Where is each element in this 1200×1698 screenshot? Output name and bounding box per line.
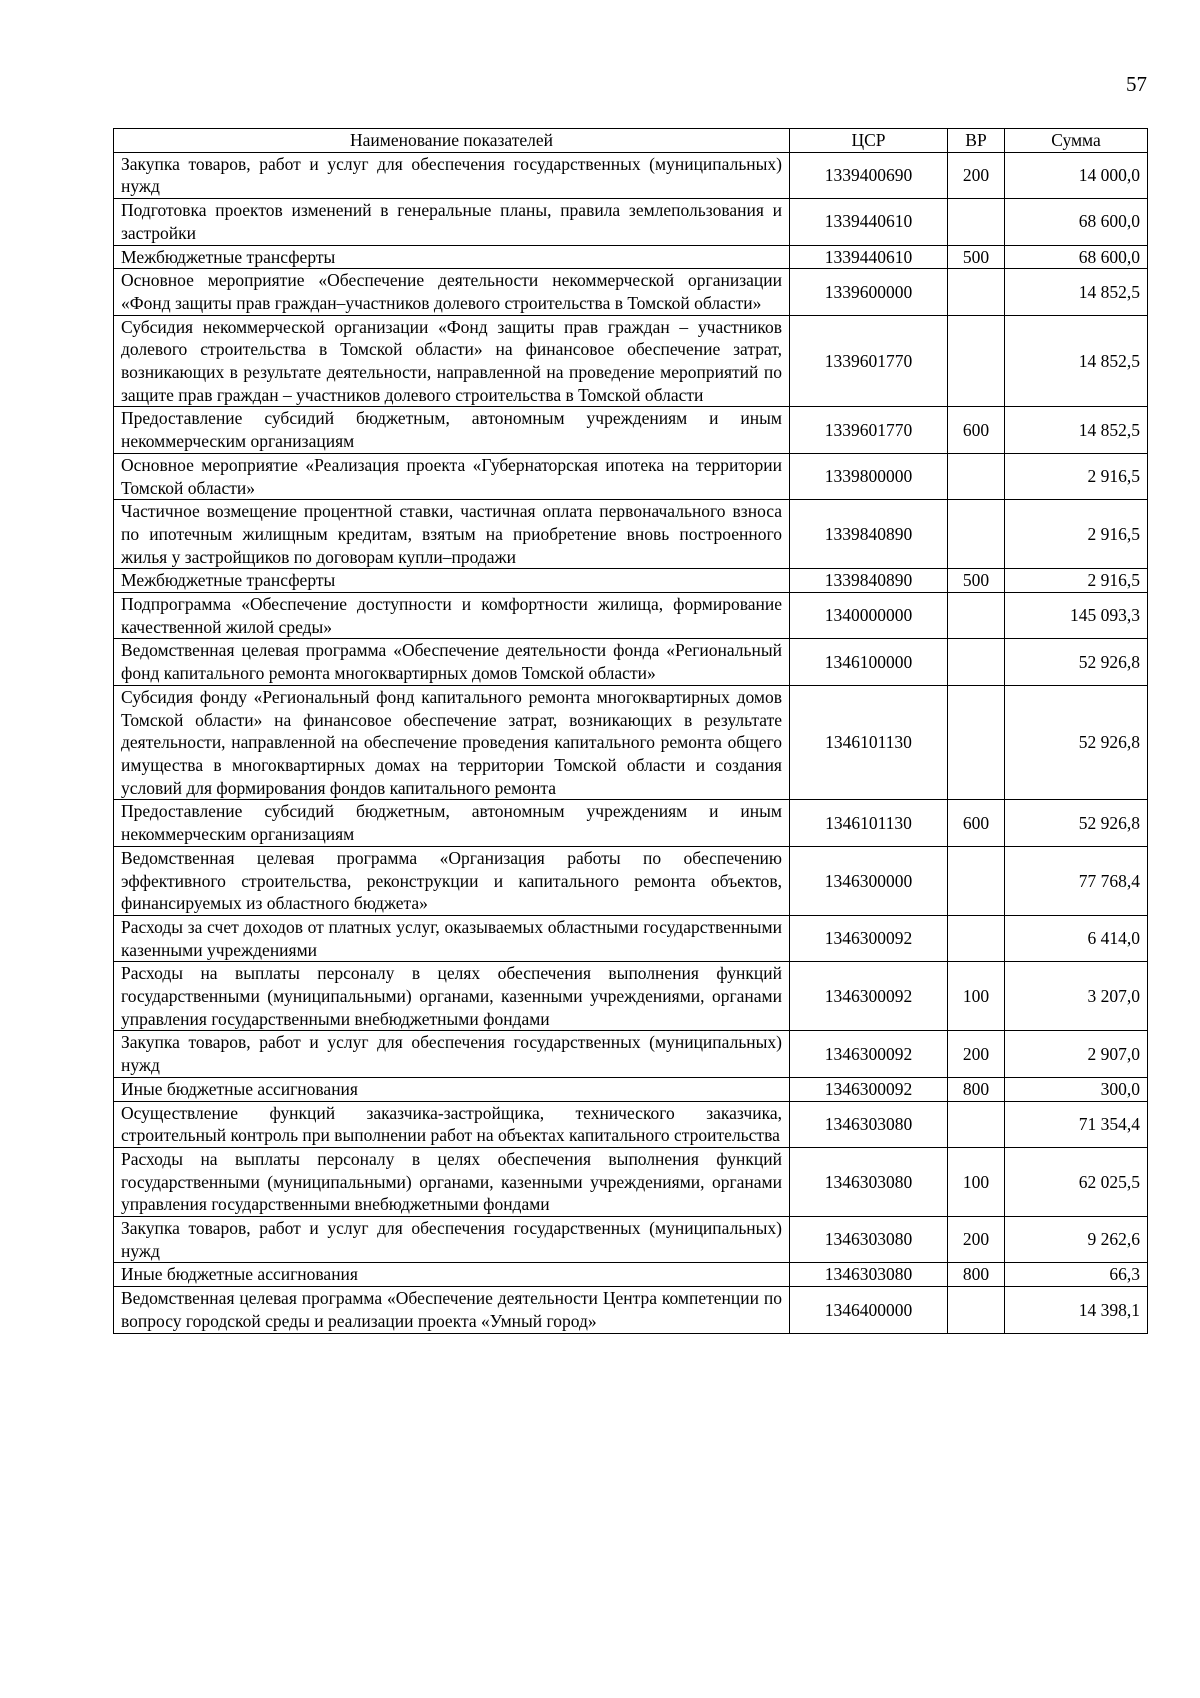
table-row bbox=[114, 846, 1148, 915]
row-sum: 66,3 bbox=[1005, 1263, 1148, 1287]
row-sum: 62 025,5 bbox=[1005, 1147, 1148, 1216]
table-row bbox=[114, 245, 1148, 269]
table-row bbox=[114, 915, 1148, 961]
row-sum: 2 907,0 bbox=[1005, 1031, 1148, 1077]
row-name: Ведомственная целевая программа «Обеспечение деятельности фонда «Региональный фонд капитального ремонта многоквартирных домов Томской области» bbox=[114, 639, 790, 685]
row-vr: 800 bbox=[948, 1263, 1005, 1287]
row-csr: 1339601770 bbox=[790, 315, 948, 407]
row-vr: 200 bbox=[948, 1031, 1005, 1077]
row-name: Осуществление функций заказчика-застройщика, технического заказчика, строительный контроль при выполнении работ на объектах капитального строительства bbox=[114, 1101, 790, 1147]
row-csr: 1346300000 bbox=[790, 846, 948, 915]
row-sum: 300,0 bbox=[1005, 1077, 1148, 1101]
row-csr: 1346300092 bbox=[790, 962, 948, 1031]
table-row bbox=[114, 500, 1148, 569]
row-sum: 52 926,8 bbox=[1005, 800, 1148, 846]
row-name: Иные бюджетные ассигнования bbox=[114, 1263, 790, 1287]
row-name: Расходы на выплаты персоналу в целях обеспечения выполнения функций государственными (муниципальными) органами, казенными учреждениями, органами управления государственными внебюджетными фондами bbox=[114, 1147, 790, 1216]
row-name: Расходы за счет доходов от платных услуг, оказываемых областными государственными казенными учреждениями bbox=[114, 915, 790, 961]
table-row bbox=[114, 1077, 1148, 1101]
row-vr bbox=[948, 500, 1005, 569]
row-name: Закупка товаров, работ и услуг для обеспечения государственных (муниципальных) нужд bbox=[114, 1217, 790, 1263]
row-vr bbox=[948, 453, 1005, 499]
row-name: Субсидия фонду «Региональный фонд капитального ремонта многоквартирных домов Томской области» на финансовое обеспечение затрат, возникающих в результате деятельности, направленной на обеспечение проведения капитального ремонта общего имущества в многоквартирных домах на территории Томской области и создания условий для формирования фондов капитального ремонта bbox=[114, 685, 790, 800]
row-csr: 1346303080 bbox=[790, 1263, 948, 1287]
row-name: Предоставление субсидий бюджетным, автономным учреждениям и иным некоммерческим организациям bbox=[114, 800, 790, 846]
row-sum: 77 768,4 bbox=[1005, 846, 1148, 915]
header-csr: ЦСР bbox=[790, 129, 948, 153]
row-csr: 1339440610 bbox=[790, 245, 948, 269]
row-name: Ведомственная целевая программа «Обеспечение деятельности Центра компетенции по вопросу городской среды и реализации проекта «Умный город» bbox=[114, 1287, 790, 1333]
budget-table bbox=[113, 128, 1148, 1334]
row-name: Предоставление субсидий бюджетным, автономным учреждениям и иным некоммерческим организациям bbox=[114, 407, 790, 453]
table-row bbox=[114, 269, 1148, 315]
table-row bbox=[114, 1217, 1148, 1263]
table-row bbox=[114, 152, 1148, 198]
row-csr: 1346303080 bbox=[790, 1101, 948, 1147]
row-csr: 1346100000 bbox=[790, 639, 948, 685]
row-csr: 1340000000 bbox=[790, 593, 948, 639]
row-vr: 200 bbox=[948, 1217, 1005, 1263]
row-sum: 2 916,5 bbox=[1005, 569, 1148, 593]
row-csr: 1339600000 bbox=[790, 269, 948, 315]
header-sum: Сумма bbox=[1005, 129, 1148, 153]
row-sum: 14 000,0 bbox=[1005, 152, 1148, 198]
row-vr bbox=[948, 846, 1005, 915]
row-vr: 200 bbox=[948, 152, 1005, 198]
row-vr: 600 bbox=[948, 407, 1005, 453]
row-vr bbox=[948, 269, 1005, 315]
table-row bbox=[114, 800, 1148, 846]
row-csr: 1346400000 bbox=[790, 1287, 948, 1333]
table-row bbox=[114, 1101, 1148, 1147]
row-name: Основное мероприятие «Реализация проекта «Губернаторская ипотека на территории Томской области» bbox=[114, 453, 790, 499]
row-sum: 6 414,0 bbox=[1005, 915, 1148, 961]
row-csr: 1339601770 bbox=[790, 407, 948, 453]
row-name: Подпрограмма «Обеспечение доступности и комфортности жилища, формирование качественной жилой среды» bbox=[114, 593, 790, 639]
row-name: Иные бюджетные ассигнования bbox=[114, 1077, 790, 1101]
row-sum: 14 852,5 bbox=[1005, 315, 1148, 407]
row-vr bbox=[948, 685, 1005, 800]
row-vr bbox=[948, 1101, 1005, 1147]
table-row bbox=[114, 685, 1148, 800]
table-row bbox=[114, 962, 1148, 1031]
row-sum: 52 926,8 bbox=[1005, 685, 1148, 800]
row-sum: 14 398,1 bbox=[1005, 1287, 1148, 1333]
row-name: Основное мероприятие «Обеспечение деятельности некоммерческой организации «Фонд защиты прав граждан–участников долевого строительства в Томской области» bbox=[114, 269, 790, 315]
row-vr bbox=[948, 915, 1005, 961]
row-sum: 2 916,5 bbox=[1005, 453, 1148, 499]
row-name: Межбюджетные трансферты bbox=[114, 245, 790, 269]
row-csr: 1346300092 bbox=[790, 1031, 948, 1077]
row-sum: 68 600,0 bbox=[1005, 245, 1148, 269]
row-sum: 9 262,6 bbox=[1005, 1217, 1148, 1263]
table-row bbox=[114, 315, 1148, 407]
table-row bbox=[114, 1031, 1148, 1077]
row-vr: 100 bbox=[948, 1147, 1005, 1216]
row-csr: 1339400690 bbox=[790, 152, 948, 198]
row-csr: 1339440610 bbox=[790, 199, 948, 245]
row-csr: 1346300092 bbox=[790, 1077, 948, 1101]
table-row bbox=[114, 569, 1148, 593]
row-sum: 3 207,0 bbox=[1005, 962, 1148, 1031]
row-csr: 1346303080 bbox=[790, 1147, 948, 1216]
row-csr: 1346101130 bbox=[790, 685, 948, 800]
row-vr bbox=[948, 1287, 1005, 1333]
row-vr: 500 bbox=[948, 245, 1005, 269]
row-csr: 1339840890 bbox=[790, 569, 948, 593]
header-vr: ВР bbox=[948, 129, 1005, 153]
row-name: Субсидия некоммерческой организации «Фонд защиты прав граждан – участников долевого строительства в Томской области» на финансовое обеспечение затрат, возникающих в результате деятельности, направленной на проведение мероприятий по защите прав граждан – участников долевого строительства в Томской области bbox=[114, 315, 790, 407]
row-vr bbox=[948, 639, 1005, 685]
row-sum: 68 600,0 bbox=[1005, 199, 1148, 245]
row-sum: 14 852,5 bbox=[1005, 269, 1148, 315]
table-header-row bbox=[114, 129, 1148, 153]
row-name: Подготовка проектов изменений в генеральные планы, правила землепользования и застройки bbox=[114, 199, 790, 245]
table-row bbox=[114, 199, 1148, 245]
row-name: Межбюджетные трансферты bbox=[114, 569, 790, 593]
row-csr: 1346300092 bbox=[790, 915, 948, 961]
row-csr: 1346101130 bbox=[790, 800, 948, 846]
row-csr: 1346303080 bbox=[790, 1217, 948, 1263]
row-name: Закупка товаров, работ и услуг для обеспечения государственных (муниципальных) нужд bbox=[114, 1031, 790, 1077]
row-sum: 71 354,4 bbox=[1005, 1101, 1148, 1147]
row-sum: 14 852,5 bbox=[1005, 407, 1148, 453]
row-vr: 100 bbox=[948, 962, 1005, 1031]
table-row bbox=[114, 407, 1148, 453]
row-sum: 145 093,3 bbox=[1005, 593, 1148, 639]
page-number: 57 bbox=[1126, 72, 1147, 96]
row-sum: 52 926,8 bbox=[1005, 639, 1148, 685]
row-name: Расходы на выплаты персоналу в целях обеспечения выполнения функций государственными (муниципальными) органами, казенными учреждениями, органами управления государственными внебюджетными фондами bbox=[114, 962, 790, 1031]
row-name: Частичное возмещение процентной ставки, частичная оплата первоначального взноса по ипотечным жилищным кредитам, взятым на приобретение вновь построенного жилья у застройщиков по договорам купли–продажи bbox=[114, 500, 790, 569]
row-vr bbox=[948, 315, 1005, 407]
row-vr bbox=[948, 593, 1005, 639]
header-name: Наименование показателей bbox=[114, 129, 790, 153]
row-name: Закупка товаров, работ и услуг для обеспечения государственных (муниципальных) нужд bbox=[114, 152, 790, 198]
table-row bbox=[114, 453, 1148, 499]
row-csr: 1339800000 bbox=[790, 453, 948, 499]
table-row bbox=[114, 639, 1148, 685]
table-row bbox=[114, 1287, 1148, 1333]
table-body bbox=[114, 152, 1148, 1333]
row-vr: 600 bbox=[948, 800, 1005, 846]
table-row bbox=[114, 1147, 1148, 1216]
row-vr: 500 bbox=[948, 569, 1005, 593]
table-row bbox=[114, 1263, 1148, 1287]
row-vr bbox=[948, 199, 1005, 245]
row-name: Ведомственная целевая программа «Организация работы по обеспечению эффективного строительства, реконструкции и капитального ремонта объектов, финансируемых из областного бюджета» bbox=[114, 846, 790, 915]
row-sum: 2 916,5 bbox=[1005, 500, 1148, 569]
table-row bbox=[114, 593, 1148, 639]
row-vr: 800 bbox=[948, 1077, 1005, 1101]
row-csr: 1339840890 bbox=[790, 500, 948, 569]
